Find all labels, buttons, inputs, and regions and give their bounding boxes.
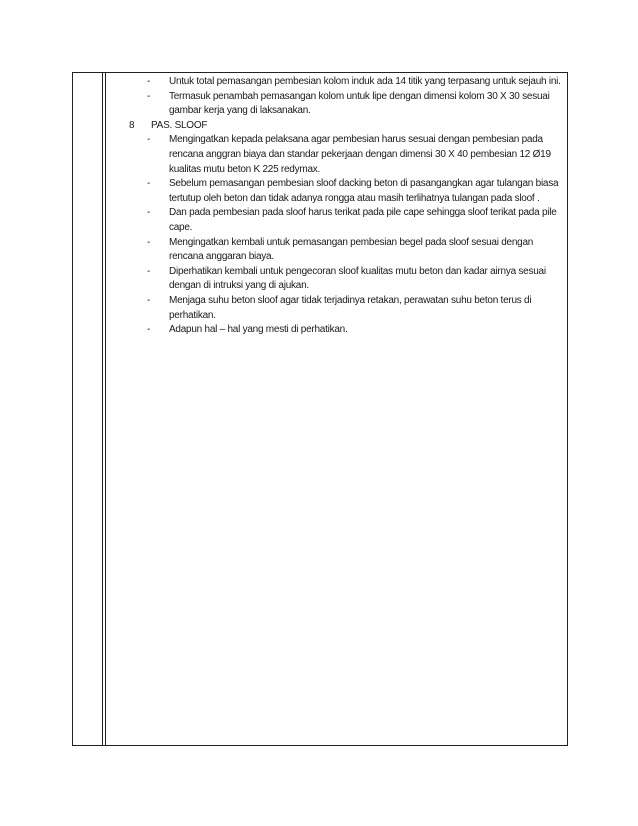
table-column-number: [73, 73, 103, 745]
section-title: PAS. SLOOF: [151, 119, 208, 131]
table-content-cell: [113, 75, 567, 338]
table-column-divider: [102, 73, 106, 745]
list-item: [113, 206, 567, 235]
list-item: [113, 265, 567, 294]
bullet-dash: -: [147, 134, 151, 146]
list-item: [113, 323, 567, 338]
list-item-text: Diperhatikan kembali untuk pengecoran sloof kualitas mutu beton dan kadar airnya sesuai dengan di intruksi yang di ajukan.: [169, 265, 546, 292]
list-item: [113, 75, 567, 90]
bullet-dash: -: [147, 294, 151, 306]
list-item: [113, 133, 567, 177]
list-item-text: Menjaga suhu beton sloof agar tidak terjadinya retakan, perawatan suhu beton terus di perhatikan.: [169, 294, 532, 321]
bullet-dash: -: [147, 236, 151, 248]
list-item-text: Dan pada pembesian pada sloof harus terikat pada pile cape sehingga sloof terikat pada pile cape.: [169, 207, 557, 233]
list-item-text: Termasuk penambah pemasangan kolom untuk lipe dengan dimensi kolom 30 X 30 sesuai gambar kerja yang di laksanakan.: [169, 90, 550, 117]
bullet-dash: -: [147, 207, 151, 219]
list-item: [113, 177, 567, 206]
list-item-text: Mengingatkan kepada pelaksana agar pembesian harus sesuai dengan pembesian pada rencana anggran biaya dan standar pekerjaan dengan dimensi 30 X 40 pembesian 12 Ø19 kualitas mutu beton K 225 redymax.: [169, 134, 551, 175]
list-item-text: Adapun hal – hal yang mesti di perhatikan.: [169, 324, 348, 336]
list-item: [113, 236, 567, 265]
list-item: [113, 294, 567, 323]
bullet-dash: -: [147, 76, 151, 87]
list-item-text: Sebelum pemasangan pembesian sloof dacking beton di pasangangkan agar tulangan biasa tertutup oleh beton dan tidak adanya rongga atau masih terlihatnya tulangan pada sloof .: [169, 178, 559, 204]
section-number: 8: [129, 119, 135, 131]
table-frame: [72, 72, 568, 746]
section-heading: [113, 119, 567, 134]
bullet-dash: -: [147, 265, 151, 277]
bullet-dash: -: [147, 324, 151, 336]
list-item-text: Mengingatkan kembali untuk pemasangan pembesian begel pada sloof sesuai dengan rencana anggaran biaya.: [169, 236, 534, 263]
list-item-text: Untuk total pemasangan pembesian kolom induk ada 14 titik yang terpasang untuk sejauh ini.: [169, 76, 561, 87]
list-item: [113, 90, 567, 119]
bullet-dash: -: [147, 178, 151, 190]
bullet-dash: -: [147, 90, 151, 102]
